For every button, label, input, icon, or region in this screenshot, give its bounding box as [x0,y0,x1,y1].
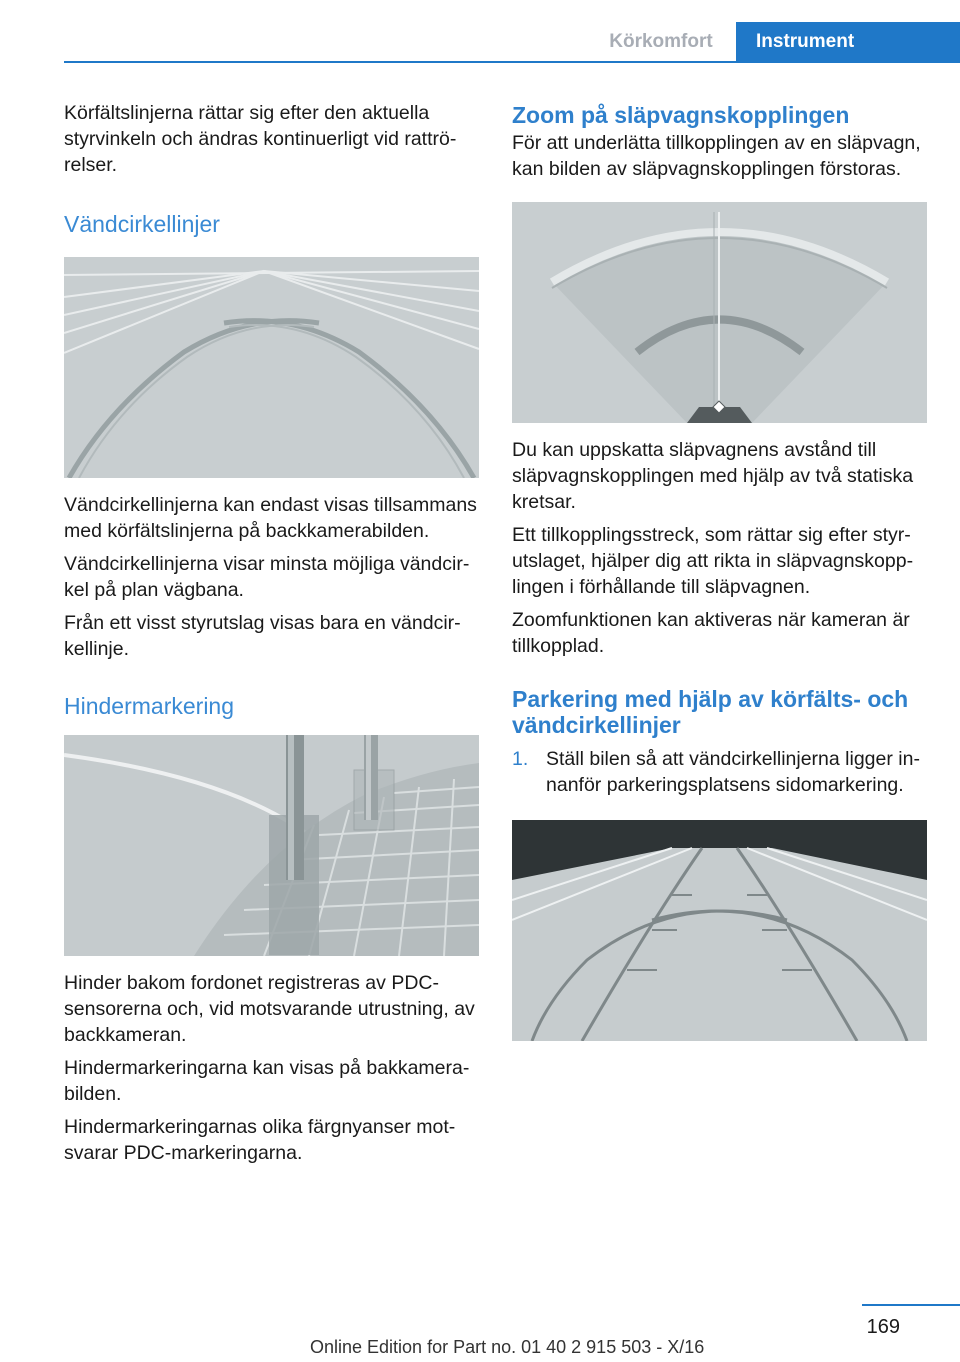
paragraph-zoom-intro: För att underlätta tillkopplingen av en släpvagn, kan bilden av släpvagnskopplingen förstoras. [512,132,921,180]
intro-paragraph: Körfältslinjerna rättar sig efter den aktuella styrvinkeln och ändras kontinuerligt vid rattrörelser. [64,102,457,176]
left-column [64,100,479,1173]
tab-instrument[interactable]: Instrument [736,22,960,62]
obstacle-marking-image [64,735,479,956]
page-number: 169 [866,1316,900,1338]
footer-divider [862,1304,960,1306]
header-divider [64,61,960,63]
paragraph-6: Hindermarkeringarnas olika färgnyanser motsvarar PDC-markeringarna. [64,1116,456,1164]
page-header [0,0,960,62]
paragraph-3: Från ett visst styrutslag visas bara en vändcirkellinje. [64,612,461,660]
paragraph-5: Hindermarkeringarna kan visas på bakkamerabilden. [64,1057,470,1105]
turning-circle-lines-image [64,257,479,478]
step-text: Ställ bilen så att vändcirkellinjerna ligger innanför parkeringsplatsens sidomarkering. [546,748,920,796]
paragraph-1: Vändcirkellinjerna kan endast visas tillsammans med körfältslinjerna på backkamerabilden. [64,494,477,542]
list-item [512,746,927,798]
turning-circle-lines-illustration [64,257,479,478]
paragraph-hitch-line: Ett tillkopplingsstreck, som rättar sig efter styrutslaget, hjälper dig att rikta in släpvagnskopplingen i förhållande till släpvagnen. [512,524,914,598]
edition-note: Online Edition for Part no. 01 40 2 915 503 - X/16 [310,1337,705,1357]
heading-zoom: Zoom på släpvagnskopplingen [512,102,850,128]
parking-lines-image [512,820,927,1041]
trailer-hitch-zoom-image [512,202,927,423]
heading-parking: Parkering med hjälp av körfälts- och vändcirkellinjer [512,686,909,738]
heading-vandcirkellinjer: Vändcirkellinjer [64,211,220,237]
parking-lines-illustration [512,820,927,1041]
right-column [512,100,927,1041]
paragraph-2: Vändcirkellinjerna visar minsta möjliga vändcirkel på plan vägbana. [64,553,470,601]
paragraph-distance: Du kan uppskatta släpvagnens avstånd till släpvagnskopplingen med hjälp av två statiska kretsar. [512,439,914,513]
step-number: 1. [512,748,529,770]
trailer-hitch-zoom-illustration [512,202,927,423]
tab-korkomfort[interactable]: Körkomfort [586,22,736,62]
obstacle-marking-illustration [64,735,479,956]
heading-hindermarkering: Hindermarkering [64,693,235,719]
paragraph-4: Hinder bakom fordonet registreras av PDC-sensorerna och, vid motsvarande utrustning, av backkameran. [64,972,475,1046]
paragraph-zoom-activation: Zoomfunktionen kan aktiveras när kameran är tillkopplad. [512,609,910,657]
parking-steps-list [512,746,927,798]
